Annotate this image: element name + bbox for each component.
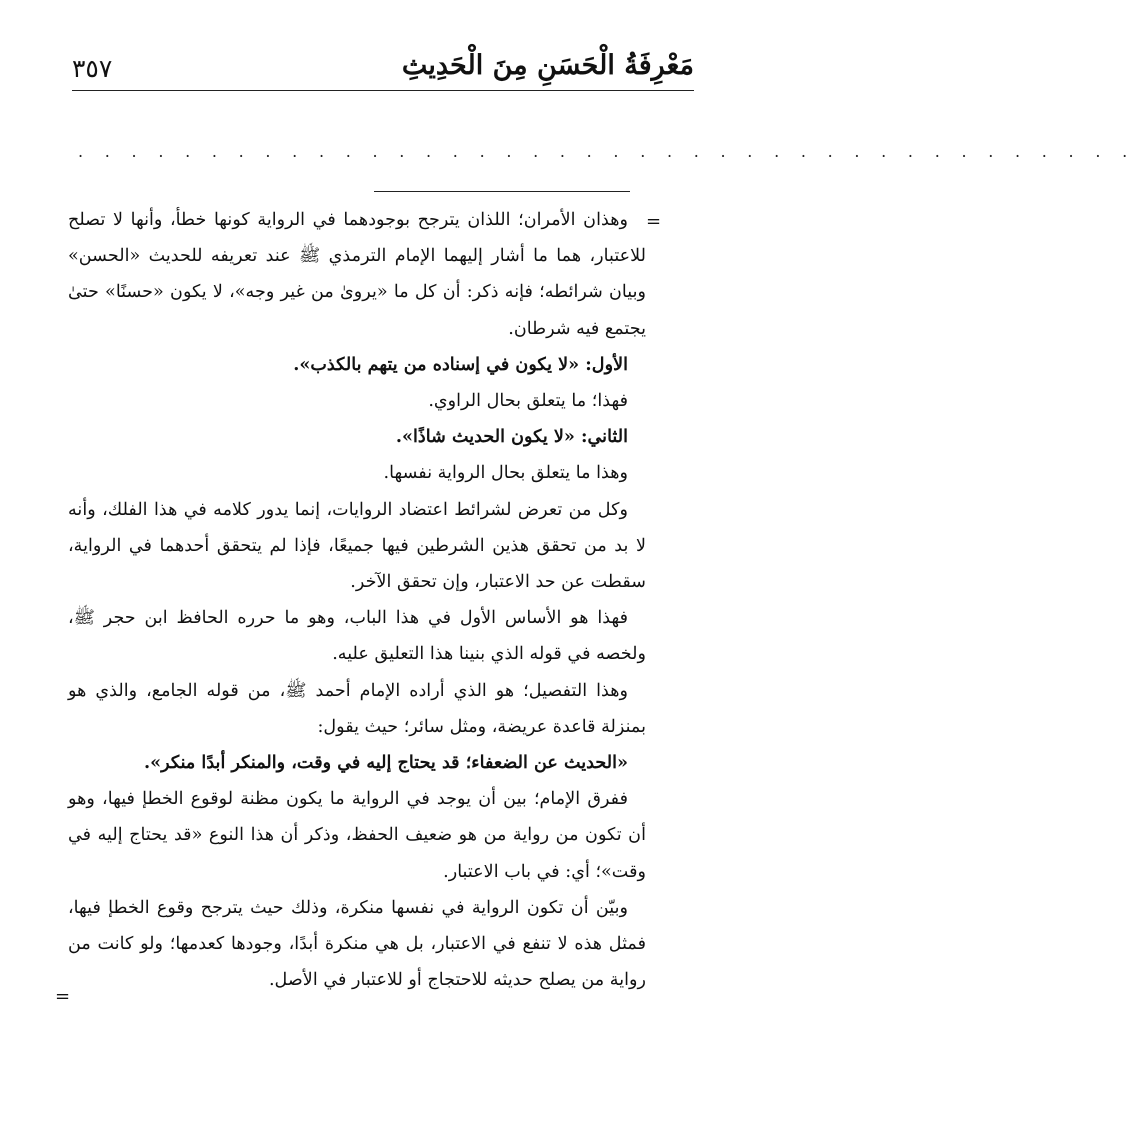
paragraph-narrator: فهذا؛ ما يتعلق بحال الراوي.: [428, 391, 628, 412]
paragraph-munkar: وبيّن أن تكون الرواية في نفسها منكرة، وذلك حيث يترجح وقوع الخطإ فيها، فمثل هذه لا تنفع في الاعتبار، بل هي منكرة أبدًا، وجودها كعدمها؛ ولو كانت من رواية من يصلح حديثه للاحتجاج أو للاعتبار في الأصل.: [68, 897, 646, 991]
paragraph-quote: «الحديث عن الضعفاء؛ قد يحتاج إليه في وقت، والمنكر أبدًا منكر».: [144, 752, 628, 774]
footnote-body: [68, 202, 646, 998]
paragraph-two-conditions: وهذان الأمران؛ اللذان يترجح بوجودهما في الرواية كونها خطأ، وأنها لا تصلح للاعتبار، هما ما أشار إليهما الإمام الترمذي ﷺ عند تعريفه للحديث «الحسن» وبيان شرائطه؛ فإنه ذكر: أن كل ما «يروىٰ من غير وجه»، لا يكون «حسنًا» حتىٰ يجتمع فيه شرطان.: [68, 210, 647, 339]
paragraph-distinction: ففرق الإمام؛ بين أن يوجد في الرواية ما يكون مظنة لوقوع الخطإ فيها، وهو أن تكون من رواية من هو ضعيف الحفظ، وذكر أن هذا النوع «قد يحتاج إليه في وقت»؛ أي: في باب الاعتبار.: [68, 789, 646, 882]
footnote-rule: [374, 191, 630, 192]
running-title: مَعْرِفَةُ الْحَسَنِ مِنَ الْحَدِيثِ: [401, 50, 694, 81]
page-number: ٣٥٧: [72, 54, 113, 83]
paragraph-second-condition: الثاني: «لا يكون الحديث شاذًا».: [395, 426, 628, 448]
paragraph-first-condition: الأول: «لا يكون في إسناده من يتهم بالكذب».: [293, 353, 628, 375]
continuation-mark-bottom: =: [55, 986, 71, 1007]
paragraph-corroboration: وكل من تعرض لشرائط اعتضاد الروايات، إنما يدور كلامه في هذا الفلك، وأنه لا بد من تحقق هذين الشرطين فيها جميعًا، فإذا لم يتحقق أحدهما في الرواية، سقطت عن حد الاعتبار، وإن تحقق الآخر.: [68, 499, 646, 593]
separator-dots: . . . . . . . . . . . . . . . . . . . . . . . . . . . . . . . . . . . . . . . .: [78, 142, 1136, 161]
continuation-mark-top: =: [646, 211, 662, 232]
paragraph-narration: وهذا ما يتعلق بحال الرواية نفسها.: [383, 463, 628, 484]
paragraph-foundation: فهذا هو الأساس الأول في هذا الباب، وهو ما حرره الحافظ ابن حجر ﷺ، ولخصه في قوله الذي بنينا هذا التعليق عليه.: [68, 608, 646, 665]
page-header: [72, 44, 694, 91]
paragraph-imam-ahmad: وهذا التفصيل؛ هو الذي أراده الإمام أحمد ﷺ، من قوله الجامع، والذي هو بمنزلة قاعدة عريضة، ومثل سائر؛ حيث يقول:: [68, 680, 646, 737]
